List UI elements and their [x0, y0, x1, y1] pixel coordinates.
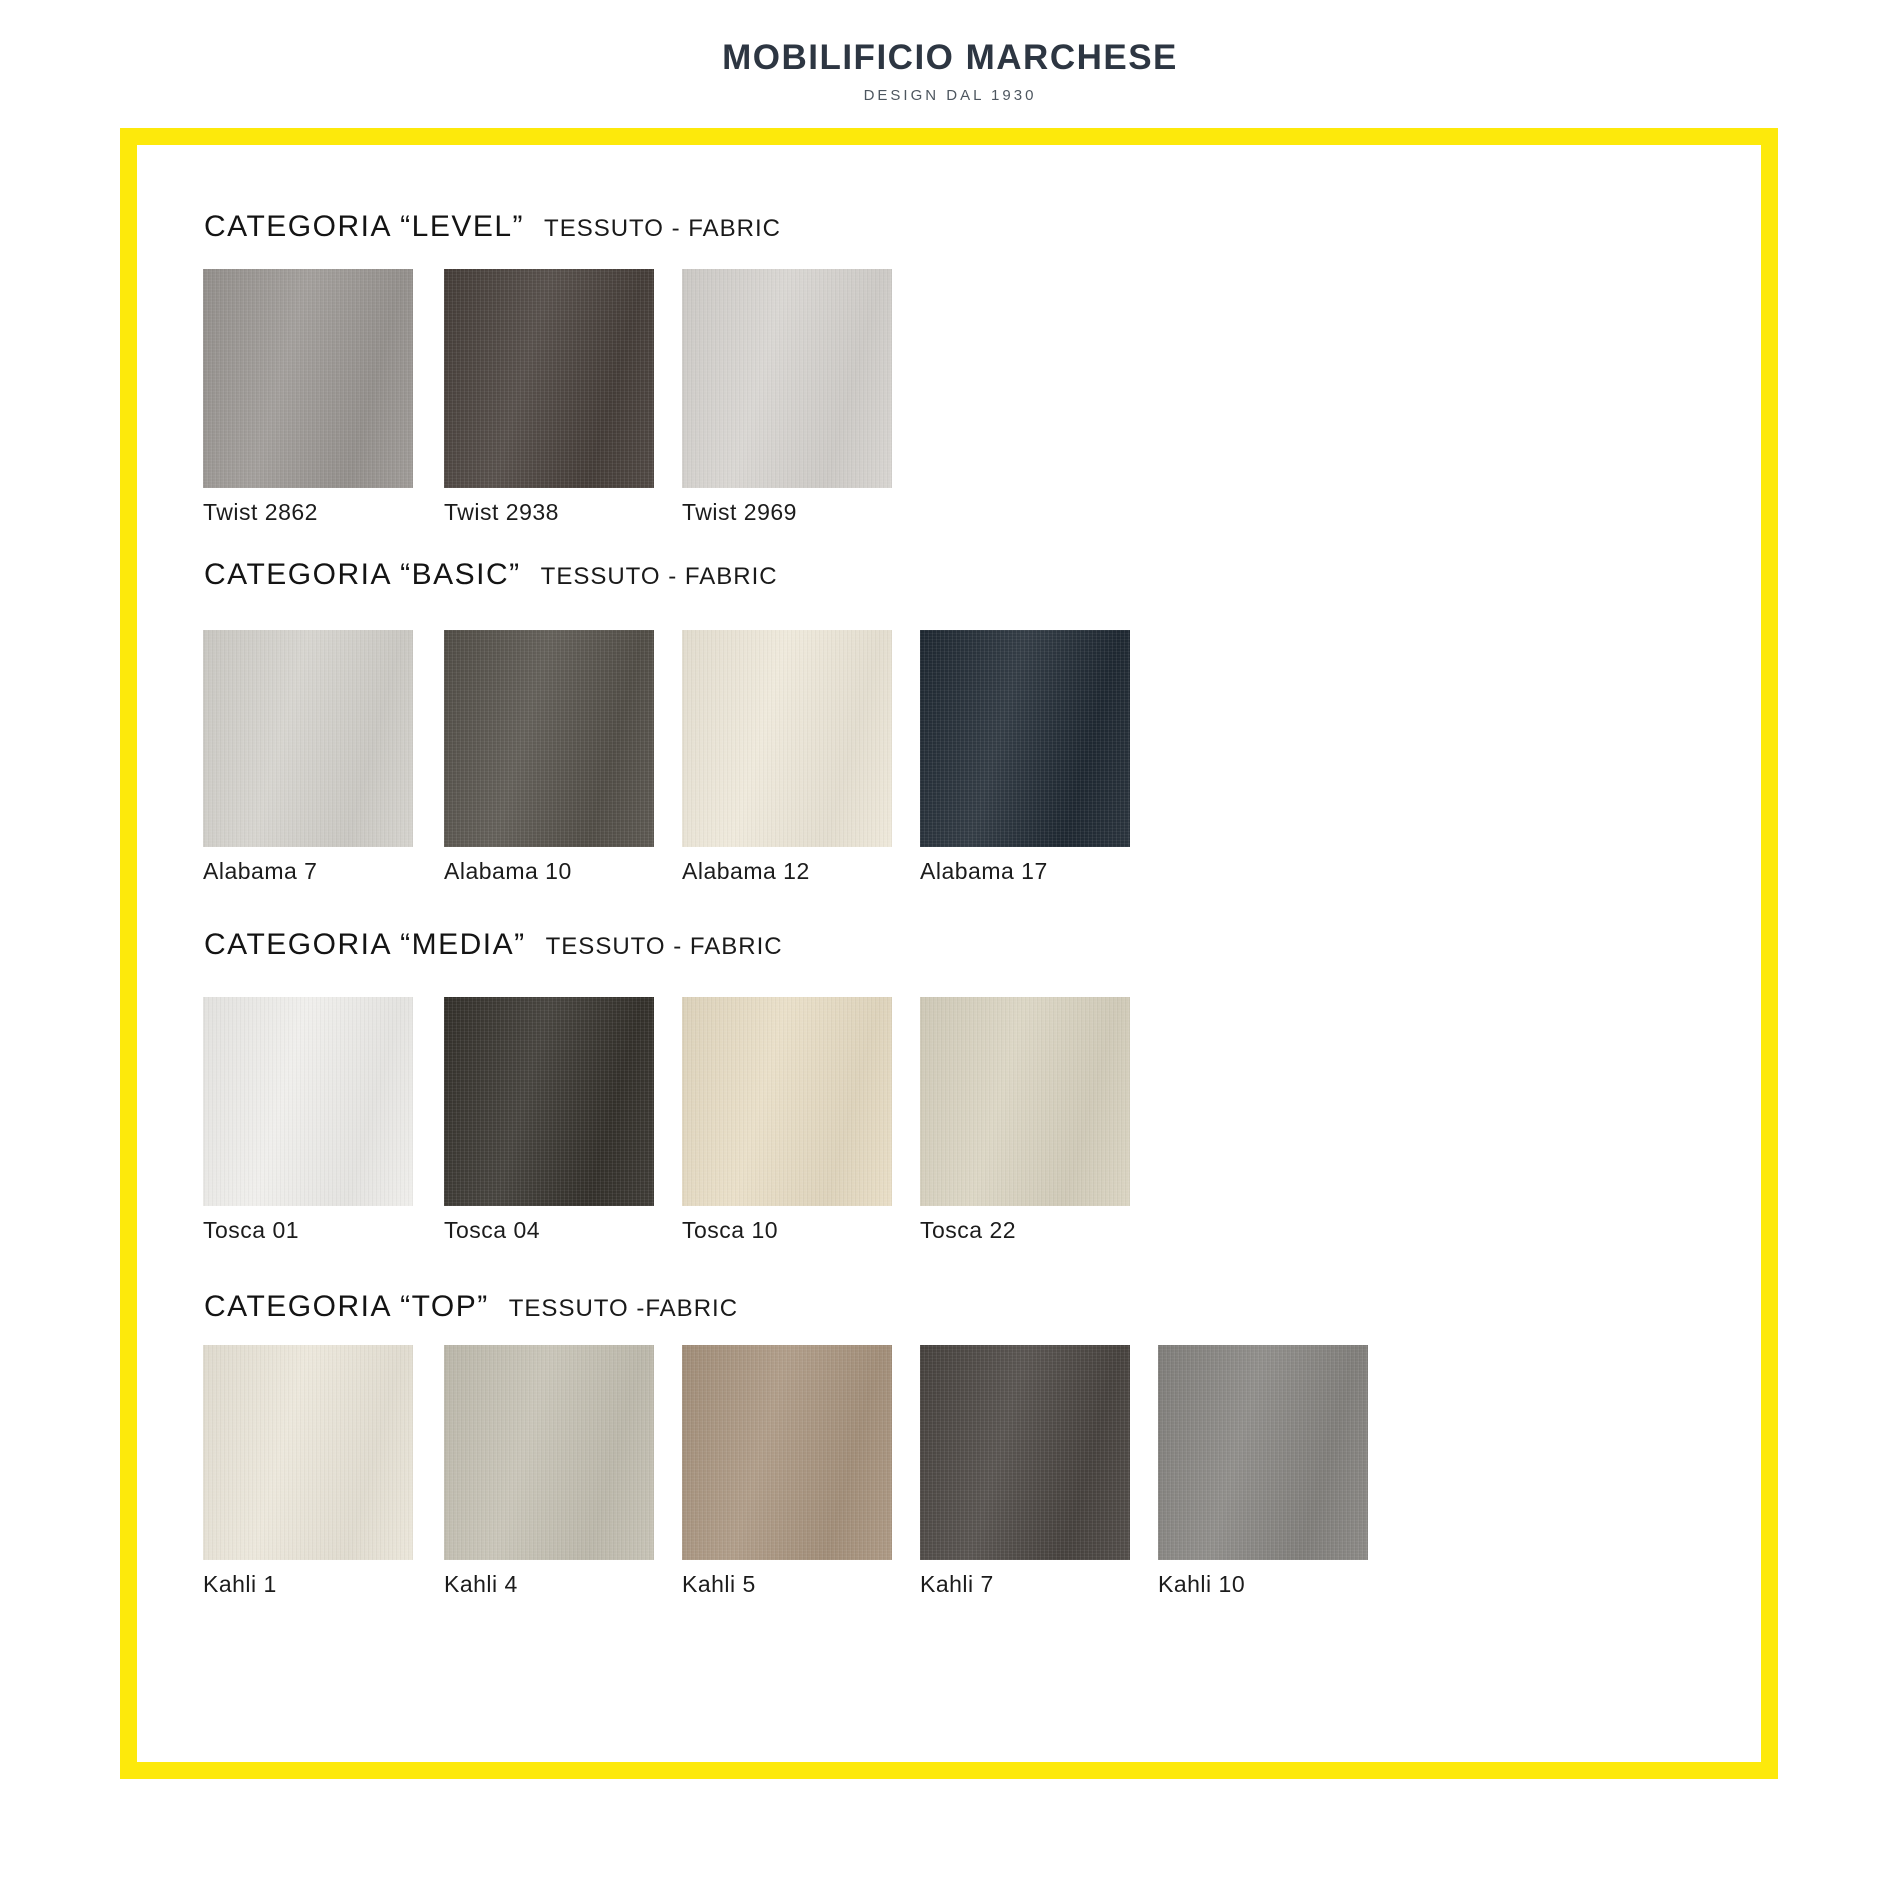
category-subtitle: TESSUTO - FABRIC: [544, 215, 781, 242]
fabric-swatch: [920, 997, 1130, 1206]
fabric-swatch: [682, 630, 892, 847]
fabric-swatch: [920, 1345, 1130, 1560]
category-subtitle: TESSUTO -FABRIC: [508, 1295, 739, 1322]
swatch-cell-alabama-10: [444, 630, 654, 885]
swatch-cell-kahli-4: [444, 1345, 654, 1598]
section-heading-level: [204, 210, 781, 244]
fabric-swatch: [203, 1345, 413, 1560]
category-title: CATEGORIA “TOP”: [204, 1290, 489, 1323]
section-heading-media: [204, 928, 783, 962]
swatch-label: Tosca 22: [920, 1217, 1017, 1243]
swatch-label: Twist 2862: [203, 499, 318, 525]
brand-logo: MOBILIFICIO MARCHESE: [722, 38, 1178, 77]
fabric-swatch: [203, 997, 413, 1206]
swatch-label: Kahli 5: [682, 1571, 756, 1597]
swatch-cell-alabama-17: [920, 630, 1130, 885]
category-title: CATEGORIA “MEDIA”: [204, 928, 526, 961]
brand-tagline: DESIGN DAL 1930: [863, 87, 1037, 104]
swatch-cell-tosca-01: [203, 997, 413, 1244]
fabric-swatch: [203, 269, 413, 488]
fabric-swatch: [682, 997, 892, 1206]
brand-header: [0, 38, 1900, 104]
swatch-cell-tosca-22: [920, 997, 1130, 1244]
fabric-swatch: [444, 997, 654, 1206]
swatch-label: Alabama 12: [682, 858, 810, 884]
swatch-cell-tosca-04: [444, 997, 654, 1244]
swatch-label: Tosca 01: [203, 1217, 300, 1243]
swatch-cell-kahli-1: [203, 1345, 413, 1598]
fabric-swatch: [682, 1345, 892, 1560]
fabric-swatch: [920, 630, 1130, 847]
fabric-swatch: [203, 630, 413, 847]
swatch-label: Twist 2938: [444, 499, 559, 525]
swatch-label: Kahli 1: [203, 1571, 277, 1597]
section-heading-basic: [204, 558, 778, 592]
fabric-swatch: [444, 1345, 654, 1560]
swatch-label: Kahli 7: [920, 1571, 994, 1597]
fabric-swatch: [1158, 1345, 1368, 1560]
swatch-label: Tosca 04: [444, 1217, 541, 1243]
swatch-cell-kahli-7: [920, 1345, 1130, 1598]
category-subtitle: TESSUTO - FABRIC: [545, 933, 783, 960]
swatch-label: Alabama 10: [444, 858, 572, 884]
swatch-cell-tosca-10: [682, 997, 892, 1244]
swatch-cell-alabama-7: [203, 630, 413, 885]
fabric-swatch: [682, 269, 892, 488]
fabric-swatch: [444, 269, 654, 488]
swatch-label: Kahli 4: [444, 1571, 518, 1597]
category-subtitle: TESSUTO - FABRIC: [540, 563, 778, 590]
swatch-cell-kahli-10: [1158, 1345, 1368, 1598]
swatch-cell-twist-2938: [444, 269, 654, 526]
fabric-swatch: [444, 630, 654, 847]
swatch-cell-kahli-5: [682, 1345, 892, 1598]
swatch-cell-alabama-12: [682, 630, 892, 885]
swatch-cell-twist-2969: [682, 269, 892, 526]
swatch-cell-twist-2862: [203, 269, 413, 526]
swatch-label: Alabama 7: [203, 858, 318, 884]
swatch-label: Twist 2969: [682, 499, 797, 525]
swatch-label: Kahli 10: [1158, 1571, 1246, 1597]
section-heading-top: [204, 1290, 738, 1324]
category-title: CATEGORIA “BASIC”: [204, 558, 521, 591]
swatch-label: Tosca 10: [682, 1217, 779, 1243]
category-title: CATEGORIA “LEVEL”: [204, 210, 525, 243]
swatch-label: Alabama 17: [920, 858, 1048, 884]
